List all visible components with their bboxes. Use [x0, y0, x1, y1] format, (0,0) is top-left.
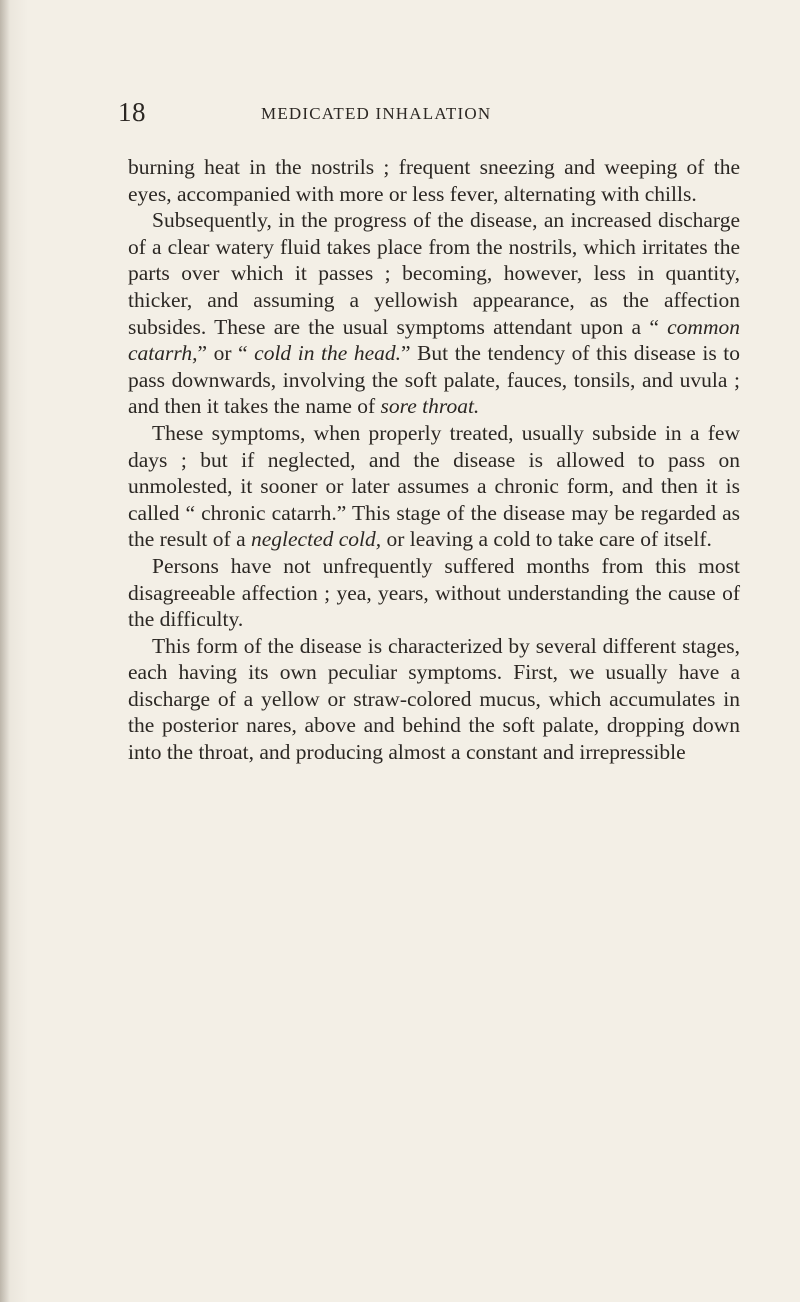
italic-run: cold in the head.: [254, 341, 401, 366]
text-run: ” or “: [197, 341, 255, 366]
body-text: [128, 154, 740, 766]
page-gutter-shadow: [0, 0, 10, 1302]
paragraph: [128, 154, 740, 207]
paragraph: [128, 553, 740, 633]
text-run: These symptoms, when properly treated, usually subside in a few days ; but if neglected, and the disease is allowed to pass on unmolested, it sooner or later assumes a chronic form, and then it is called “ chronic catarrh.” This stage of the disease may be regarded as the result of a: [128, 420, 740, 552]
paragraph: [128, 207, 740, 420]
paragraph: [128, 633, 740, 766]
text-run: or leaving a cold to take care of itself.: [381, 527, 712, 552]
text-run: Persons have not unfrequently suffered months from this most disagreeable affection ; yea, years, without understanding the cause of the difficulty.: [128, 553, 740, 632]
text-run: burning heat in the nostrils ; frequent sneezing and weeping of the eyes, accompanied with more or less fever, alternating with chills.: [128, 155, 740, 206]
paragraph: [128, 420, 740, 553]
italic-run: sore throat.: [380, 394, 480, 419]
page-header: [118, 95, 738, 139]
running-title: MEDICATED INHALATION: [261, 104, 492, 123]
italic-run: neglected cold,: [251, 527, 382, 552]
text-run: ” But the tendency of this disease is to pass downwards, involving the soft palate, fauces, tonsils, and uvula ; and then it takes the name of: [128, 341, 740, 419]
text-run: Subsequently, in the progress of the disease, an increased discharge of a clear watery fluid takes place from the nostrils, which irritates the parts over which it passes ; becoming, however, less in quantity, thicker, and assuming a yellowish appearance, as the affection subsides. These are the usual symptoms attendant upon a “: [128, 208, 740, 339]
page-number: 18: [118, 97, 146, 127]
text-run: This form of the disease is characterized by several different stages, each having its own peculiar symptoms. First, we usually have a discharge of a yellow or straw-colored mucus, which accumulates in the posterior nares, above and behind the soft palate, dropping down into the throat, and producing almost a constant and irrepressible: [128, 633, 740, 765]
italic-run: common catarrh,: [128, 314, 740, 366]
